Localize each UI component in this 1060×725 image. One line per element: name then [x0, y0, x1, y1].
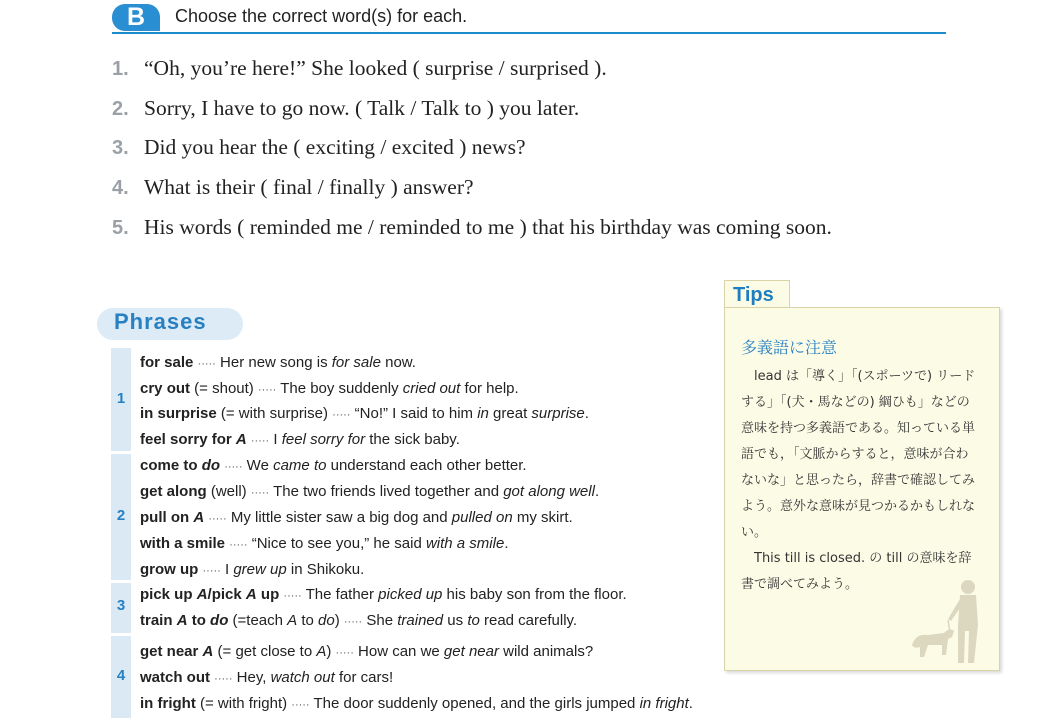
phrase-gloss: (= get close to A)	[213, 643, 336, 660]
phrase-dots: ·····	[197, 358, 216, 370]
phrase-term: feel sorry for A	[140, 431, 247, 448]
phrase-row	[140, 535, 508, 552]
phrase-term: with a smile	[140, 535, 226, 552]
phrase-row	[140, 380, 519, 397]
exercise-number: 1.	[112, 58, 129, 80]
phrase-term: watch out	[140, 669, 210, 686]
phrase-term: pull on A	[140, 509, 205, 526]
phrase-row	[140, 612, 577, 629]
phrase-example: Her new song is for sale now.	[215, 354, 416, 371]
phrase-example: The two friends lived together and got along well.	[269, 483, 600, 500]
phrase-term: come to do	[140, 457, 221, 474]
phrase-dots: ·····	[335, 647, 354, 659]
phrase-gloss: (well)	[206, 483, 251, 500]
tips-paragraph: lead は「導く」「(スポーツで) リードする」「(犬・馬などの) 綱ひも」などの意味を持つ多義語である。知っている単語でも，「文脈からすると，意味が合わないな」と思ったら，辞書で確認してみよう。意外な意味が見つかるかもしれない。	[741, 369, 976, 540]
phrase-row	[140, 431, 460, 448]
phrase-row	[140, 695, 693, 712]
exercise-text: His words ( reminded me / reminded to me ) that his birthday was coming soon.	[144, 215, 832, 239]
group-number: 3	[116, 597, 126, 614]
phrase-example: We came to understand each other better.	[242, 457, 527, 474]
phrase-dots: ·····	[250, 487, 270, 499]
phrase-example: She trained us to read carefully.	[362, 612, 578, 629]
section-b-title: Choose the correct word(s) for each.	[175, 6, 468, 26]
phrase-example: Hey, watch out for cars!	[232, 669, 394, 686]
phrase-example: “No!” I said to him in great surprise.	[350, 405, 589, 422]
phrase-term: grow up	[140, 561, 199, 578]
tips-body	[741, 364, 979, 598]
phrase-example: The father picked up his baby son from the floor.	[301, 586, 627, 603]
phrase-gloss: (= with surprise)	[216, 405, 333, 422]
phrase-term: in surprise	[140, 405, 217, 422]
section-b-badge: B	[112, 4, 160, 31]
phrase-term: in fright	[140, 695, 196, 712]
phrase-example: My little sister saw a big dog and pulled on my skirt.	[226, 509, 573, 526]
phrases-title: Phrases	[114, 309, 207, 334]
section-b-rule	[112, 32, 946, 34]
man-walking-dog-illustration	[908, 575, 990, 663]
exercise-item	[112, 96, 579, 126]
phrase-dots: ·····	[343, 616, 363, 628]
exercise-item	[112, 56, 607, 86]
phrase-row	[140, 643, 593, 660]
phrase-row	[140, 561, 364, 578]
tips-heading: 多義語に注意	[741, 338, 838, 357]
group-number: 4	[116, 667, 126, 684]
exercise-item	[112, 175, 474, 205]
exercise-text: “Oh, you’re here!” She looked ( surprise / surprised ).	[144, 56, 607, 80]
exercise-number: 3.	[112, 137, 129, 159]
phrase-gloss: (=teach A to do)	[228, 612, 344, 629]
group-number: 2	[116, 507, 126, 524]
phrase-row	[140, 483, 599, 500]
phrase-example: The boy suddenly cried out for help.	[276, 380, 519, 397]
exercise-text: Did you hear the ( exciting / excited ) news?	[144, 135, 526, 159]
phrase-example: “Nice to see you,” he said with a smile.	[247, 535, 509, 552]
exercise-text: What is their ( final / finally ) answer?	[144, 175, 474, 199]
phrase-example: How can we get near wild animals?	[353, 643, 594, 660]
phrase-row	[140, 354, 416, 371]
phrase-dots: ·····	[202, 565, 221, 577]
group-number: 1	[116, 390, 126, 407]
exercise-item	[112, 135, 526, 165]
phrase-example: I feel sorry for the sick baby.	[269, 431, 460, 448]
exercise-number: 2.	[112, 98, 129, 120]
phrase-example: The door suddenly opened, and the girls jumped in fright.	[309, 695, 693, 712]
phrase-row	[140, 669, 393, 686]
tips-paragraph: This till is closed. の till の意味を辞書で調べてみよう。	[741, 551, 972, 592]
phrase-term: get along	[140, 483, 207, 500]
exercise-item	[112, 215, 832, 245]
phrase-row	[140, 405, 589, 422]
phrase-term: pick up A/pick A up	[140, 586, 280, 603]
phrase-dots: ·····	[283, 590, 302, 602]
phrase-row	[140, 509, 573, 526]
phrase-dots: ·····	[229, 539, 248, 551]
phrase-row	[140, 586, 627, 603]
exercise-number: 5.	[112, 217, 129, 239]
phrase-example: I grew up in Shikoku.	[220, 561, 365, 578]
phrase-term: get near A	[140, 643, 214, 660]
phrase-term: cry out	[140, 380, 191, 397]
phrase-term: train A to do	[140, 612, 229, 629]
phrase-dots: ·····	[214, 673, 233, 685]
phrase-gloss: (= shout)	[190, 380, 258, 397]
phrase-dots: ·····	[208, 513, 227, 525]
phrase-dots: ·····	[250, 435, 270, 447]
exercise-number: 4.	[112, 177, 129, 199]
phrase-term: for sale	[140, 354, 194, 371]
phrase-dots: ·····	[291, 699, 310, 711]
phrase-gloss: (= with fright)	[195, 695, 292, 712]
exercise-text: Sorry, I have to go now. ( Talk / Talk to ) you later.	[144, 96, 580, 120]
phrase-row	[140, 457, 527, 474]
phrase-dots: ·····	[257, 384, 277, 396]
tips-label: Tips	[733, 284, 774, 306]
phrase-dots: ·····	[332, 409, 351, 421]
phrase-dots: ·····	[224, 461, 243, 473]
